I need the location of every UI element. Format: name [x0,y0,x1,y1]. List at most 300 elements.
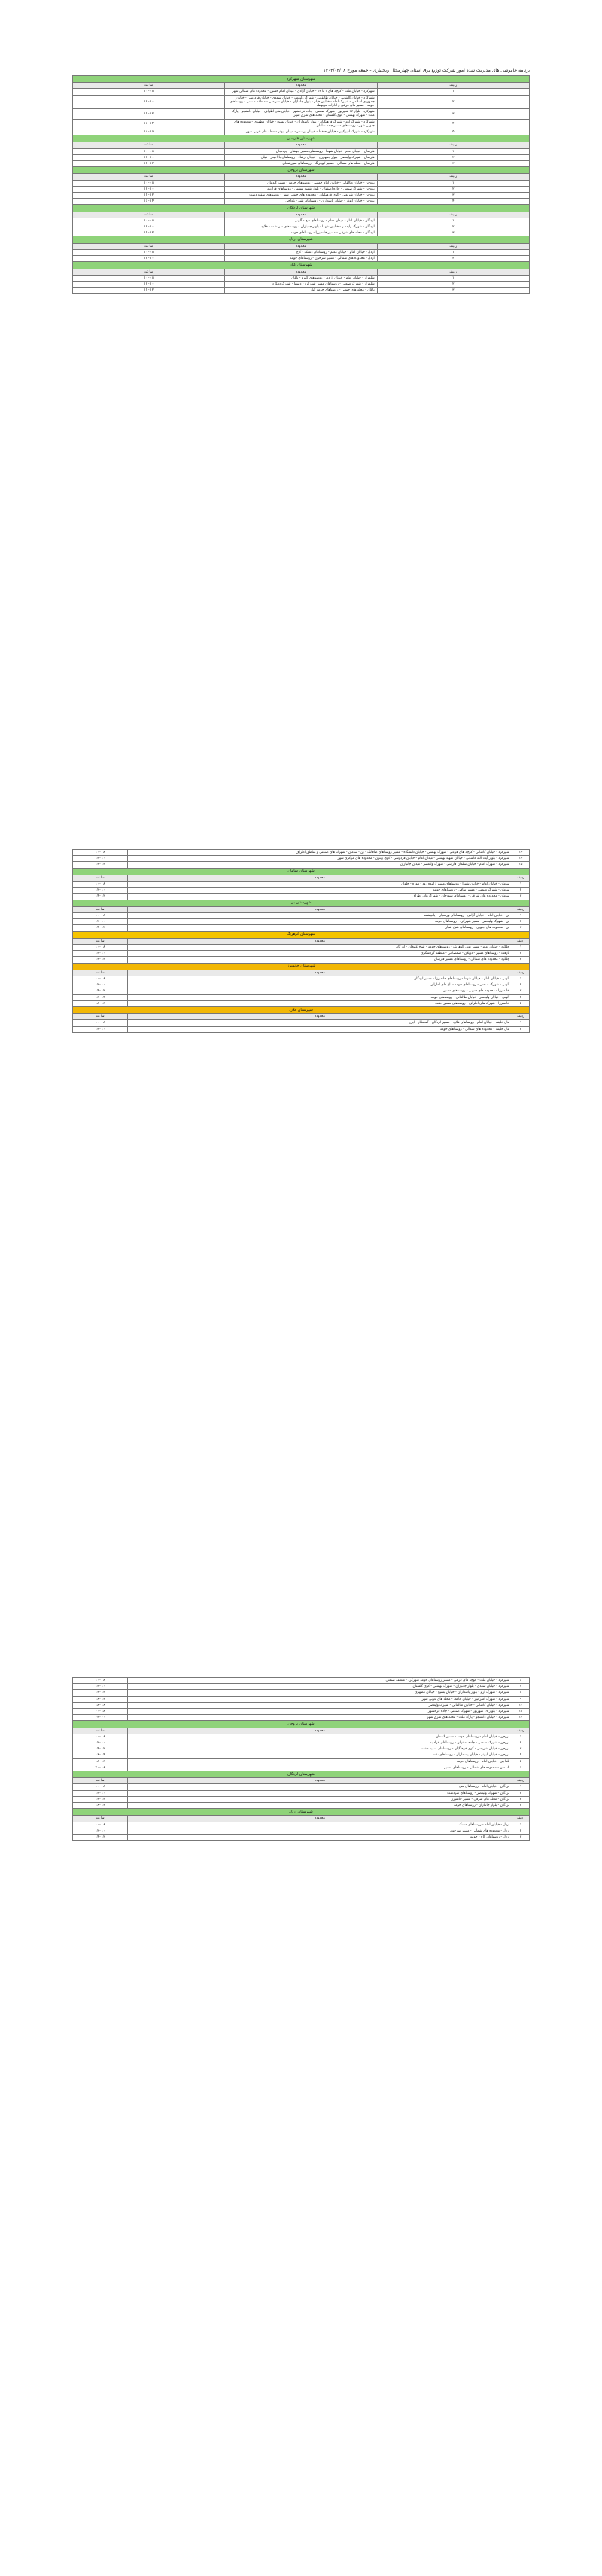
row-time: ۱۶-۱۴ [73,119,225,129]
column-header: ردیف [512,970,530,976]
row-time: ۱۶-۱۴ [73,1803,128,1809]
row-time: ۱۴-۱۲ [73,862,128,868]
row-number: ۲ [512,919,530,925]
row-time: ۱۰-۰۸ [73,1784,128,1790]
row-number: ۶ [512,1765,530,1771]
table-row [73,218,530,224]
row-description: بروجن - شهرک صنعتی - جاده اصفهان - روستاهای فرادنبه [128,1740,512,1746]
column-header-row [73,875,530,881]
table-row [73,1026,530,1032]
table-row [73,1790,530,1796]
row-number: ۳ [377,161,529,167]
section-header [73,135,530,142]
column-header-row [73,269,530,275]
row-description: شهرکرد - شهرک امام - خیابان سلمان فارسی - شهرک ولیعصر - میدان جانبازان [128,862,512,868]
column-header: ردیف [377,243,529,249]
table-row [73,882,530,888]
column-header: ساعت [73,174,225,180]
row-number: ۳ [377,230,529,236]
row-description: فارسان - خیابان امام - خیابان شهدا - روستاهای مسیر جونقان - پردنجان [225,148,377,154]
column-header: ساعت [73,906,128,912]
row-number: ۱ [377,89,529,95]
row-time: ۱۴-۱۲ [73,988,128,994]
row-description: شهرکرد - خیابان کاشانی - خیابان طالقانی - شهرک ولیعصر - خیابان سعدی - خیابان فردوسی - خیابان جمهوری اسلامی - شهرک امام - خیابان خیام - بلوار جانبازان - خیابان شریعتی - منطقه صنعتی - روستاهای حومه - مسیر های فرعی و ادارات مربوطه [225,95,377,109]
row-time: ۱۲-۱۰ [73,1828,128,1834]
row-time: ۱۴-۱۲ [73,161,225,167]
row-time: ۱۰-۰۸ [73,275,225,281]
row-time: ۱۴-۱۲ [73,957,128,963]
row-time: ۱۲-۱۰ [73,982,128,988]
column-header: ساعت [73,1816,128,1822]
row-description: شهرکرد - شهرک ارم - بلوار پاسداران - خیابان بسیج - خیابان مطهری [128,1690,512,1696]
section-title: شهرستان شهرکرد [73,76,530,83]
column-header: محدوده [128,970,512,976]
row-description: بن - شهرک ولیعصر - مسیر شهرکرد - روستاهای حومه [128,919,512,925]
row-time: ۱۸-۱۶ [73,129,225,135]
table-row [73,945,530,951]
row-number: ۲ [512,1740,530,1746]
row-description: لردگان - خیابان امام - روستاهای منج [128,1784,512,1790]
column-header: ردیف [377,174,529,180]
column-header: ردیف [512,1778,530,1784]
row-description: شهرکرد - شهرک ارم - شهرک فرهنگیان - بلوار پاسداران - خیابان بسیج - خیابان مطهری - محدوده های جنوبی شهر - روستاهای مسیر جاده سامان [225,119,377,129]
table-row [73,180,530,186]
section-title: شهرستان لردگان [73,205,530,212]
row-description: شهرکرد - خیابان دانشجو - پارک ملت - محله های شرق شهر [128,1715,512,1721]
row-description: مال خلیفه - خیابان امام - روستاهای فلارد - مسیر لردگان - گندمکار - ایرج [128,1020,512,1026]
table-row [73,894,530,900]
table-row [73,1796,530,1802]
row-time: ۱۶-۱۴ [73,1752,128,1758]
section-header [73,868,530,875]
table-row [73,1696,530,1702]
column-header: محدوده [225,212,377,218]
table-row [73,1746,530,1752]
row-time: ۱۸-۱۶ [73,1000,128,1006]
row-number: ۱ [512,882,530,888]
row-description: بروجن - خیابان طالقانی - خیابان امام خمینی - روستاهای حومه - مسیر گندمان [225,180,377,186]
row-description: شهرکرد - خیابان ملت - کوچه های فرعی - مسیر روستاهای حومه شهرکرد - منطقه صنعتی [128,1678,512,1684]
table-row [73,1715,530,1721]
schedule-table-3 [72,1677,530,1841]
row-description: بروجن - شهرک صنعتی - جاده اصفهان - بلوار شهید بهشتی - روستاهای فرادنبه [225,186,377,192]
row-time: ۱۴-۱۲ [73,894,128,900]
row-time: ۱۲-۱۰ [73,919,128,925]
row-description: لردگان - شهرک ولیعصر - روستاهای سردشت [128,1790,512,1796]
section-title: شهرستان فارسان [73,135,530,142]
row-number: ۸ [512,1690,530,1696]
row-number: ۱ [512,945,530,951]
row-time: ۱۸-۱۶ [73,1702,128,1708]
table-row [73,1709,530,1715]
section-title: شهرستان اردل [73,1809,530,1816]
row-description: بن - محدوده های جنوبی - روستاهای شیخ شبان [128,925,512,931]
section-title: شهرستان خانمیرزا [73,963,530,970]
row-number: ۲ [512,1026,530,1032]
row-time: ۱۲-۱۰ [73,1684,128,1690]
column-header: ساعت [73,1778,128,1784]
table-row [73,119,530,129]
row-number: ۳ [377,288,529,294]
table-row [73,288,530,294]
row-number: ۴ [377,199,529,205]
row-time: ۱۶-۱۴ [73,199,225,205]
row-number: ۳ [512,1835,530,1841]
table-row [73,919,530,925]
row-description: اردل - خیابان امام - خیابان معلم - روستاهای دشتک - کاج [225,249,377,255]
section-title: شهرستان سامان [73,868,530,875]
row-description: اردل - روستاهای کاج - حومه [128,1835,512,1841]
row-description: لردگان - شهرک ولیعصر - خیابان شهدا - بلوار جانبازان - روستاهای سردشت - فلارد [225,224,377,230]
row-time: ۱۲-۱۰ [73,1790,128,1796]
column-header-row [73,1816,530,1822]
row-number: ۵ [512,1758,530,1765]
row-time: ۱۰-۰۸ [73,1734,128,1740]
row-number: ۴ [512,994,530,1000]
table-row [73,913,530,919]
table-row [73,89,530,95]
column-header: ردیف [512,1816,530,1822]
schedule-table-1 [72,75,530,294]
row-number: ۴ [512,1803,530,1809]
row-number: ۴ [512,1752,530,1758]
row-description: خانمیرزا - محدوده های جنوبی - روستاهای مسیر [128,988,512,994]
section-header [73,1771,530,1778]
row-time: ۱۲-۱۰ [73,224,225,230]
row-description: شهرکرد - خیابان ملت - کوچه های ۱ تا ۱۲ - خیابان آزادی - میدان امام حسین - محدوده های شمالی شهر [225,89,377,95]
table-row [73,1803,530,1809]
row-number: ۱ [512,1784,530,1790]
column-header: ردیف [377,269,529,275]
row-time: ۱۴-۱۲ [73,1796,128,1802]
column-header-row [73,938,530,944]
row-number: ۳ [512,988,530,994]
table-row [73,1678,530,1684]
row-description: شهرکرد - خیابان سعدی - بلوار جانبازان - شهرک بهشتی - کوی گلستان [128,1684,512,1690]
table-row [73,957,530,963]
column-header: ردیف [377,83,529,89]
row-number: ۱ [512,976,530,982]
row-time: ۱۴-۱۲ [73,1835,128,1841]
table-row [73,1740,530,1746]
row-description: بروجن - خیابان شریعتی - کوی فرهنگیان - محدوده های جنوبی شهر - روستاهای سفید دشت [225,193,377,199]
row-number: ۳ [512,894,530,900]
table-row [73,1822,530,1828]
column-header-row [73,906,530,912]
row-number: ۲ [377,281,529,287]
row-number: ۳ [377,193,529,199]
column-header-row [73,142,530,148]
section-header [73,262,530,269]
table-row [73,1758,530,1765]
section-title: شهرستان اردل [73,236,530,243]
row-description: بازفت - روستاهای مسیر - دوپلان - صمصامی - منطقه گردشگری [128,951,512,957]
column-header: ساعت [73,970,128,976]
row-description: آلونی - شهرک صنعتی - روستاهای حومه - باغ های اطراف [128,982,512,988]
table-row [73,856,530,862]
row-description: شلمزار - خیابان امام - خیابان آزادی - روستاهای گهرو - ناغان [225,275,377,281]
section-header [73,205,530,212]
row-description: آلونی - خیابان ولیعصر - خیابان طالقانی - روستاهای حومه [128,994,512,1000]
column-header: محدوده [128,1014,512,1020]
row-number: ۱ [512,1020,530,1026]
table-row [73,256,530,262]
table-row [73,951,530,957]
row-number: ۱۲ [512,1715,530,1721]
column-header: ساعت [73,875,128,881]
column-header-row [73,212,530,218]
row-time: ۱۰-۰۸ [73,148,225,154]
row-number: ۳ [377,109,529,119]
table-row [73,1784,530,1790]
column-header: ساعت [73,269,225,275]
table-row [73,95,530,109]
row-number: ۲ [512,888,530,894]
column-header-row [73,1778,530,1784]
row-time: ۱۰-۰۸ [73,976,128,982]
section-header [73,931,530,938]
row-description: گندمان - محدوده های شمالی - روستاهای مسیر [128,1765,512,1771]
row-time: ۱۲-۱۰ [73,856,128,862]
row-description: ناغان - محله های جنوبی - روستاهای حومه کیار [225,288,377,294]
table-row [73,850,530,856]
column-header: ردیف [512,875,530,881]
row-number: ۵ [377,129,529,135]
column-header: ساعت [73,142,225,148]
column-header: ردیف [512,1728,530,1734]
section-title: شهرستان بن [73,900,530,906]
row-time: ۱۲-۱۰ [73,1740,128,1746]
column-header-row [73,243,530,249]
row-number: ۲ [377,95,529,109]
table-row [73,281,530,287]
column-header: ردیف [512,938,530,944]
row-time: ۱۲-۱۰ [73,256,225,262]
row-number: ۹ [512,1696,530,1702]
row-time: ۲۲-۲۰ [73,1715,128,1721]
column-header: محدوده [225,269,377,275]
row-description: شهرکرد - خیابان کاشانی - کوچه های فرعی - شهرک بهشتی - خیابان دانشگاه - مسیر روستاهای طاقانک - بن - سامان - شهرک های صنعتی و مناطق اطراف [128,850,512,856]
column-header-row [73,83,530,89]
table-row [73,186,530,192]
row-description: فارسان - شهرک ولیعصر - بلوار جمهوری - خیابان ارشاد - روستاهای باباحیدر - فیلی [225,154,377,160]
column-header: محدوده [225,243,377,249]
table-row [73,249,530,255]
column-header-row [73,1014,530,1020]
row-time: ۱۰-۰۸ [73,1020,128,1026]
section-title: شهرستان کوهرنگ [73,931,530,938]
row-description: شهرکرد - خیابان کاشانی - خیابان طالقانی - شهرک ولیعصر [128,1702,512,1708]
row-description: شلمزار - شهرک صنعتی - روستاهای مسیر شهرکرد - دستنا - شهرک دهکرد [225,281,377,287]
row-number: ۱ [377,275,529,281]
row-time: ۱۲-۱۰ [73,1026,128,1032]
row-description: بروجن - خیابان امام - روستاهای حومه - مسیر گندمان [128,1734,512,1740]
row-number: ۲ [512,951,530,957]
table-row [73,109,530,119]
row-time: ۱۴-۱۲ [73,230,225,236]
column-header: ساعت [73,938,128,944]
section-title: شهرستان بروجن [73,1721,530,1728]
table-row [73,925,530,931]
row-description: بروجن - خیابان شریعتی - کوی فرهنگیان - روستاهای سفید دشت [128,1746,512,1752]
row-description: لردگان - بلوار جانبازان - روستاهای حومه [128,1803,512,1809]
row-time: ۱۶-۱۴ [73,1696,128,1702]
column-header: محدوده [225,174,377,180]
row-time: ۱۰-۰۸ [73,1822,128,1828]
row-time: ۱۰-۰۸ [73,249,225,255]
section-title: شهرستان کیار [73,262,530,269]
column-header: ردیف [512,906,530,912]
row-time: ۱۰-۰۸ [73,945,128,951]
row-time: ۱۰-۰۸ [73,882,128,888]
column-header: محدوده [128,875,512,881]
table-row [73,862,530,868]
row-time: ۱۲-۱۰ [73,281,225,287]
column-header: ساعت [73,1014,128,1020]
row-number: ۳ [512,957,530,963]
table-row [73,161,530,167]
column-header: ساعت [73,243,225,249]
schedule-table-2 [72,849,530,1033]
column-header: محدوده [225,142,377,148]
row-number: ۱ [512,1822,530,1828]
row-description: سامان - محدوده های شرقی - روستاهای سودجان - شهرک های اطراف [128,894,512,900]
table-row [73,193,530,199]
row-time: ۱۴-۱۲ [73,288,225,294]
table-row [73,1752,530,1758]
row-number: ۳ [512,925,530,931]
table-row [73,224,530,230]
table-row [73,1000,530,1006]
row-number: ۶ [512,1678,530,1684]
row-number: ۴ [377,119,529,129]
row-number: ۱ [377,180,529,186]
table-row [73,1690,530,1696]
section-header [73,167,530,174]
row-number: ۱۳ [512,850,530,856]
row-description: شهرکرد - شهرک امیرکبیر - خیابان حافظ - خیابان پرستار - میدان ابوذر - محله های غربی شهر [225,129,377,135]
row-number: ۳ [512,1746,530,1752]
row-time: ۱۴-۱۲ [73,193,225,199]
row-description: بن - خیابان امام - خیابان آزادی - روستاهای وردنجان - یانچشمه [128,913,512,919]
row-time: ۱۰-۰۸ [73,218,225,224]
row-description: لردگان - خیابان امام - میدان معلم - روستاهای منج - آلونی [225,218,377,224]
row-time: ۱۴-۱۲ [73,1690,128,1696]
section-header [73,1721,530,1728]
row-number: ۲ [512,982,530,988]
section-header [73,76,530,83]
row-number: ۳ [512,1796,530,1802]
row-time: ۱۰-۰۸ [73,89,225,95]
table-row [73,199,530,205]
row-description: چلگرد - محدوده های شمالی - روستاهای مسیر فارسان [128,957,512,963]
column-header: ساعت [73,212,225,218]
row-number: ۱ [512,913,530,919]
table-row [73,154,530,160]
row-number: ۵ [512,1000,530,1006]
table-row [73,1765,530,1771]
row-description: شهرکرد - بلوار آیت الله کاشانی - خیابان شهید بهشتی - میدان امام - خیابان فردوسی - کوی زیتون - محدوده های مرکزی شهر [128,856,512,862]
row-number: ۲ [512,1828,530,1834]
row-description: بروجن - خیابان ابوذر - خیابان پاسداران - روستاهای نقنه - بلداجی [225,199,377,205]
row-time: ۱۴-۱۲ [73,925,128,931]
row-number: ۲ [377,224,529,230]
table-row [73,275,530,281]
column-header: محدوده [128,938,512,944]
row-description: اردل - خیابان امام - روستاهای دشتک [128,1822,512,1828]
table-row [73,1734,530,1740]
row-number: ۲ [512,1790,530,1796]
table-row [73,230,530,236]
row-number: ۱۴ [512,856,530,862]
row-time: ۱۲-۱۰ [73,951,128,957]
column-header: محدوده [128,1778,512,1784]
section-header [73,1809,530,1816]
row-time: ۱۸-۱۶ [73,1758,128,1765]
column-header: محدوده [128,906,512,912]
section-header [73,963,530,970]
row-number: ۲ [377,186,529,192]
table-row [73,982,530,988]
column-header: ردیف [377,142,529,148]
row-time: ۱۴-۱۲ [73,109,225,119]
row-number: ۱ [377,148,529,154]
table-row [73,1684,530,1690]
table-row [73,1020,530,1026]
table-row [73,1828,530,1834]
row-number: ۱۰ [512,1702,530,1708]
row-description: سامان - شهرک صنعتی - مسیر ساقی - روستاهای حومه [128,888,512,894]
row-description: لردگان - محله های شرقی - مسیر خانمیرزا - روستاهای حومه [225,230,377,236]
section-header [73,900,530,906]
row-time: ۲۰-۱۸ [73,1765,128,1771]
document-page-1 [72,66,530,811]
column-header: محدوده [128,1816,512,1822]
row-number: ۱ [512,1734,530,1740]
column-header-row [73,970,530,976]
document-page-3 [72,1677,530,2504]
row-time: ۱۰-۰۸ [73,913,128,919]
column-header: ردیف [377,212,529,218]
table-row [73,1835,530,1841]
row-description: بلداجی - خیابان امام - روستاهای حومه [128,1758,512,1765]
row-time: ۲۰-۱۸ [73,1709,128,1715]
row-time: ۱۴-۱۲ [73,1746,128,1752]
row-number: ۱۵ [512,862,530,868]
column-header: محدوده [128,1728,512,1734]
row-description: اردل - محدوده های شمالی - مسیر سرخون - روستاهای حومه [225,256,377,262]
section-title: شهرستان لردگان [73,1771,530,1778]
row-number: ۱ [377,218,529,224]
table-row [73,994,530,1000]
row-description: شهرکرد - شهرک امیرکبیر - خیابان حافظ - محله های غربی شهر [128,1696,512,1702]
row-time: ۱۰-۰۸ [73,1678,128,1684]
column-header: ساعت [73,1728,128,1734]
row-time: ۱۲-۱۰ [73,154,225,160]
row-description: فارسان - محله های شمالی - مسیر کوهرنگ - روستاهای سورشجان [225,161,377,167]
column-header-row [73,174,530,180]
row-description: بروجن - خیابان ابوذر - خیابان پاسداران - روستاهای نقنه [128,1752,512,1758]
row-time: ۱۰-۰۸ [73,850,128,856]
table-row [73,988,530,994]
row-number: ۷ [512,1684,530,1690]
row-time: ۱۲-۱۰ [73,888,128,894]
row-description: مال خلیفه - محدوده های شمالی - روستاهای حومه [128,1026,512,1032]
row-number: ۱۱ [512,1709,530,1715]
column-header: ساعت [73,83,225,89]
row-number: ۲ [377,154,529,160]
row-time: ۱۲-۱۰ [73,95,225,109]
